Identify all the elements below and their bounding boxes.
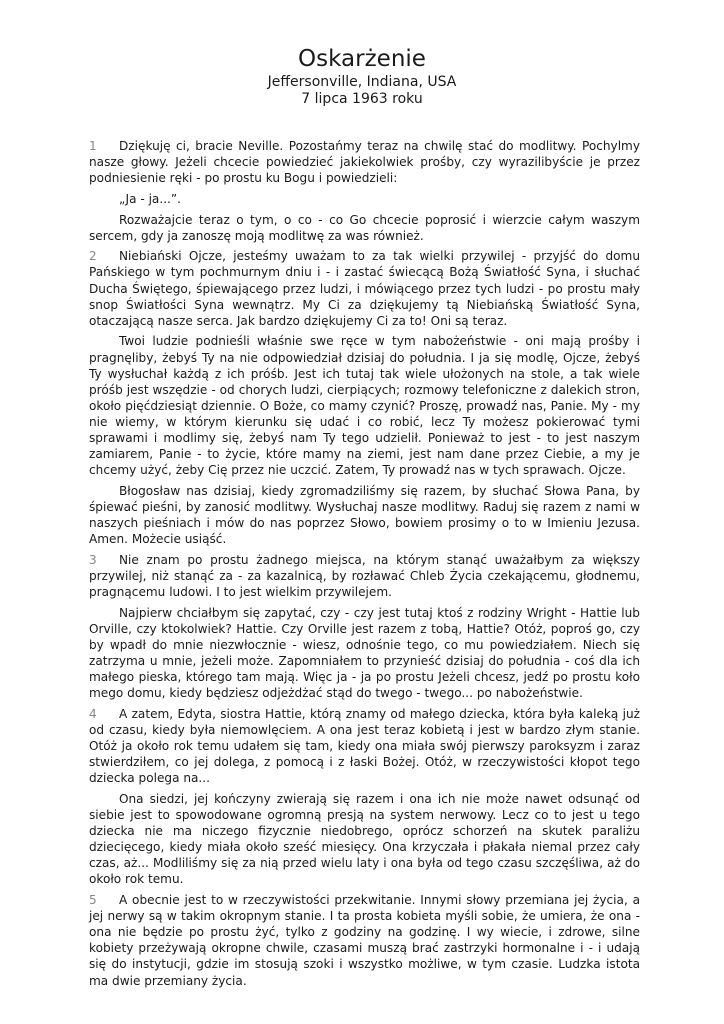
paragraph <box>89 791 640 888</box>
paragraph-text: Błogosław nas dzisiaj, kiedy zgromadziliśmy się razem, by słuchać Słowa Pana, by śpiewać pieśni, by zanosić modlitwy. Wysłuchaj nasze modlitwy. Raduj się razem z nami w naszych pieśniach i mów do nas poprzez Słowo, bowiem prosimy o to w Imieniu Jezusa. Amen. Możecie usiąść. <box>89 483 640 547</box>
paragraph-text: Dziękuję ci, bracie Neville. Pozostańmy teraz na chwilę stać do modlitwy. Pochylmy nasze głowy. Jeżeli chcecie powiedzieć jakiekolwiek prośby, czy wyrazilibyście je przez podniesienie ręki - po prostu ku Bogu i powiedzieli: <box>89 139 640 186</box>
paragraph-text: Ona siedzi, jej kończyny zwierają się razem i ona ich nie może nawet odsunąć od siebie jest to spowodowane ogromną presją na system nerwowy. Lecz co to jest u tego dziecka nie ma niczego fizycznie niedobrego, oprócz schorzeń na skutek paraliżu dziecięcego, kiedy miała około sześć miesięcy. Ona krzyczała i płakała niemal przez cały czas, aż... Modliliśmy się za nią przed wielu laty i ona była od tego czasu szczęśliwa, aż do około rok temu. <box>89 791 640 887</box>
document-location: Jeffersonville, Indiana, USA <box>267 74 457 90</box>
paragraph-text: Twoi ludzie podnieśli właśnie swe ręce w tym nabożeństwie - oni mają prośby i pragnęliby, żebyś Ty na nie odpowiedział dzisiaj do południa. I ja się modlę, Ojcze, żebyś Ty wysłuchał każdą z ich próśb. Jest ich tutaj tak wiele ułożonych na stole, a tak wiele próśb jest wszędzie - od chorych ludzi, cierpiących; rozmowy telefoniczne z dalekich stron, około pięćdziesiąt dziennie. O Boże, co mamy czynić? Proszę, prowadź nas, Panie. My - my nie wiemy, w którym kierunku się udać i co robić, lecz Ty możesz pokierować tymi sprawami i modlimy się, żebyś nam Ty tego udzielił. Ponieważ to jest - to jest naszym zamiarem, Panie - to życie, które mamy na ziemi, jest nam dane przez Ciebie, a my je chcemy użyć, żeby Cię przez nie uczcić. Zatem, Ty prowadź nas w tych sprawach. Ojcze. <box>89 334 640 478</box>
paragraph <box>89 212 640 244</box>
paragraph-text: Nie znam po prostu żadnego miejsca, na którym stanąć uważałbym za większy przywilej, niż stanąć za - za kazalnicą, by rozławać Chleb Życia czekającemu, głodnemu, pragnącemu ludowi. I to jest wielkim przywilejem. <box>89 552 640 599</box>
paragraph <box>89 605 640 702</box>
document-header <box>0 44 724 108</box>
paragraph <box>89 333 640 478</box>
paragraph <box>89 483 640 547</box>
paragraph <box>89 248 640 328</box>
paragraph-number: 1 <box>89 139 97 153</box>
document-body <box>89 138 640 993</box>
paragraph-number: 4 <box>89 706 97 721</box>
paragraph-text: A zatem, Edyta, siostra Hattie, którą znamy od małego dziecka, która była kaleką już od czasu, kiedy była niemowlęciem. A ona jest teraz kobietą i jest w bardzo złym stanie. Otóż ja około rok temu udałem się tam, kiedy ona miała swój pierwszy paroksyzm i zaraz stwierdziłem, co jej dolega, z pomocą i z łaski Bożej. Otóż, w rzeczywistości kłopot tego dziecka polega na... <box>89 706 640 786</box>
paragraph <box>89 552 640 600</box>
paragraph <box>89 892 640 989</box>
paragraph-text: A obecnie jest to w rzeczywistości przekwitanie. Innymi słowy przemiana jej życia, a jej nerwy są w takim okropnym stanie. I ta prosta kobieta myśli sobie, że umiera, że ona - ona nie będzie po prostu żyć, tylko z godziny na godzinę. I wy wiecie, i zdrowe, silne kobiety przeżywają okropne chwile, czasami muszą brać zastrzyki hormonalne i - i udają się do instytucji, gdzie im stosują szoki i wszystko możliwe, w tym czasie. Ludzka istota ma dwie przemiany życia. <box>89 893 640 988</box>
document-date: 7 lipca 1963 roku <box>301 91 423 107</box>
paragraph <box>89 138 640 186</box>
paragraph <box>89 706 640 786</box>
paragraph-number: 3 <box>89 552 97 567</box>
paragraph-number: 2 <box>89 249 97 264</box>
paragraph-text: Rozważajcie teraz o tym, o co - co Go chcecie poprosić i wierzcie całym waszym sercem, gdy ja zanoszę moją modlitwę za was również. <box>89 212 640 243</box>
paragraph-number: 5 <box>89 893 97 908</box>
paragraph-text: Najpierw chciałbym się zapytać, czy - czy jest tutaj ktoś z rodziny Wright - Hattie lub Orville, czy ktokolwiek? Hattie. Czy Orville jest razem z tobą, Hattie? Otóż, poproś go, czy by wpadł do mnie niezwłocznie - wiesz, odnośnie tego, co mu powiedziałem. Niech się zatrzyma u mnie, jeżeli może. Zapomniałem to przynieść dzisiaj do południa - coś dla ich małego pieska, którego tam mają. Więc ja - ja po prostu Jeżeli chcesz, jedź po prostu koło mego domu, kiedy będziesz odjeżdżać stąd do twego - twego... po nabożeństwie. <box>89 605 640 701</box>
paragraph-text: Niebiański Ojcze, jesteśmy uważam to za tak wielki przywilej - przyjść do domu Pańskiego w tym pochmurnym dniu i - i zastać świecącą Bożą Światłość Syna, i słuchać Ducha Świętego, śpiewającego przez ludzi, i mówiącego przez tych ludzi - po prostu mały snop Światłości Syna wewnątrz. My Ci za dziękujemy tą Niebiańską Światłość Syna, otaczającą nasze serca. Jak bardzo dziękujemy Ci za to! Oni są teraz. <box>89 249 640 328</box>
document-title: Oskarżenie <box>298 46 426 72</box>
paragraph <box>89 191 640 207</box>
paragraph-text: „Ja - ja...”. <box>119 191 181 206</box>
